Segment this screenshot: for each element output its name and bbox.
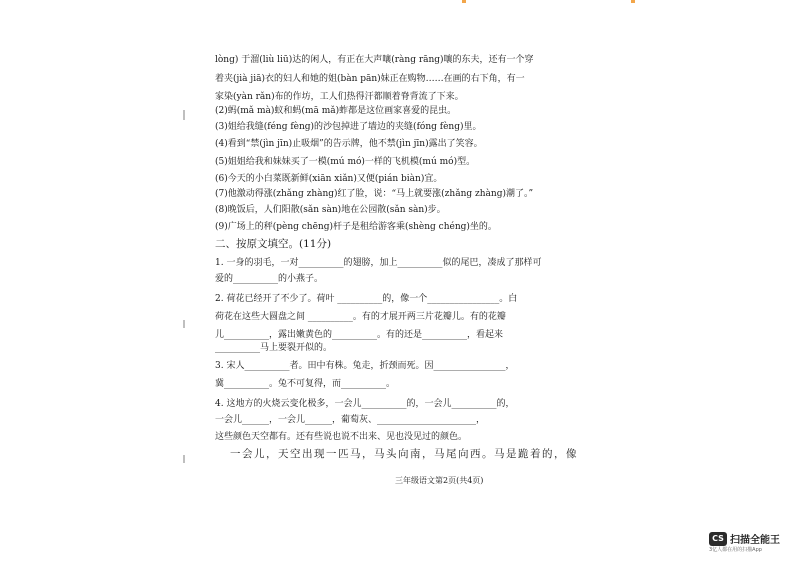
text-line: (6)今天的小白菜既新鲜(xiān xiǎn)又便(pián biàn)宜。 xyxy=(215,174,443,184)
scan-mark xyxy=(462,0,466,3)
text-line: 爱的__________的小燕子。 xyxy=(215,274,324,284)
text-line: 冀__________。兔不可复得，而__________。 xyxy=(215,379,396,389)
text-line: 着夹(jià jiā)衣的妇人和她的姐(bàn pān)妹正在购物……在画的右下角，有一 xyxy=(215,74,525,84)
text-line: 一会儿______，一会儿______，葡萄灰、______________________， xyxy=(215,415,486,425)
text-line: (4)看到“禁(jìn jīn)止吸烟”的告示牌，他不禁(jìn jīn)露出了笑容。 xyxy=(215,139,483,149)
text-line: lòng) 于溜(liù liū)达的闲人，有正在大声嚷(ràng rāng)嚷的东夫，还有一个穿 xyxy=(215,55,534,65)
scan-mark xyxy=(631,0,635,3)
camscanner-logo-icon: CS xyxy=(709,532,727,546)
text-line: 2. 荷花已经开了不少了。荷叶 __________的，像一个________________。白 xyxy=(215,294,518,304)
text-line: (3)姐给我缝(féng fèng)的沙包掉进了墙边的夹缝(fóng fèng)里。 xyxy=(215,122,482,132)
text-line: (9)广场上的秤(pèng chēng)杆子是租给游客乘(shèng chéng)坐的。 xyxy=(215,222,497,232)
page-footer: 三年级语文第2页(共4页) xyxy=(395,476,484,485)
section-heading: 二、按原文填空。(11分) xyxy=(215,238,332,250)
text-line: 1. 一身的羽毛，一对__________的翅膀，加上__________似的尾巴，凑成了那样可 xyxy=(215,258,542,268)
text-line: (5)姐姐给我和妹妹买了一模(mú mó)一样的飞机模(mú mó)型。 xyxy=(215,157,476,167)
text-line: 3. 宋人__________者。田中有株。兔走，折颈而死。因________________， xyxy=(215,361,515,371)
text-line: 这些颜色天空都有。还有些说也说不出来、见也没见过的颜色。 xyxy=(215,432,468,442)
scan-smudge xyxy=(183,455,185,463)
text-line: (7)他激动得涨(zhǎng zhàng)红了脸，说：“马上就要涨(zhǎng zhàng)潮了。” xyxy=(215,189,534,199)
scanner-watermark xyxy=(709,528,780,547)
text-line: 一会儿，天空出现一匹马，马头向南，马尾向西。马是跪着的，像 xyxy=(230,448,578,460)
text-line: 家染(yàn rǎn)布的作坊，工人们热得汗都顺着脊背流了下来。 xyxy=(215,92,464,102)
text-line: __________马上要裂开似的。 xyxy=(215,343,333,353)
watermark-subtitle: 3亿人都在用的扫描App xyxy=(709,547,762,553)
text-line: 荷花在这些大圆盘之间 __________。有的才展开两三片花瓣儿。有的花瓣 xyxy=(215,312,506,322)
text-line: (8)晚饭后，人们阳散(sǎn sàn)地在公园散(sǎn sàn)步。 xyxy=(215,205,446,215)
text-line: 儿__________，露出嫩黄色的__________。有的还是__________，看起来 xyxy=(215,330,504,340)
scan-smudge xyxy=(183,320,185,328)
text-line: 4. 这地方的火烧云变化极多，一会儿__________的，一会儿__________的， xyxy=(215,399,515,409)
text-line: (2)蚂(mǎ mà)蚁和蚂(mā mǎ)蚱都是这位画家喜爱的昆虫。 xyxy=(215,106,457,116)
scan-smudge xyxy=(183,110,185,120)
watermark-title: 扫描全能王 xyxy=(730,535,780,546)
